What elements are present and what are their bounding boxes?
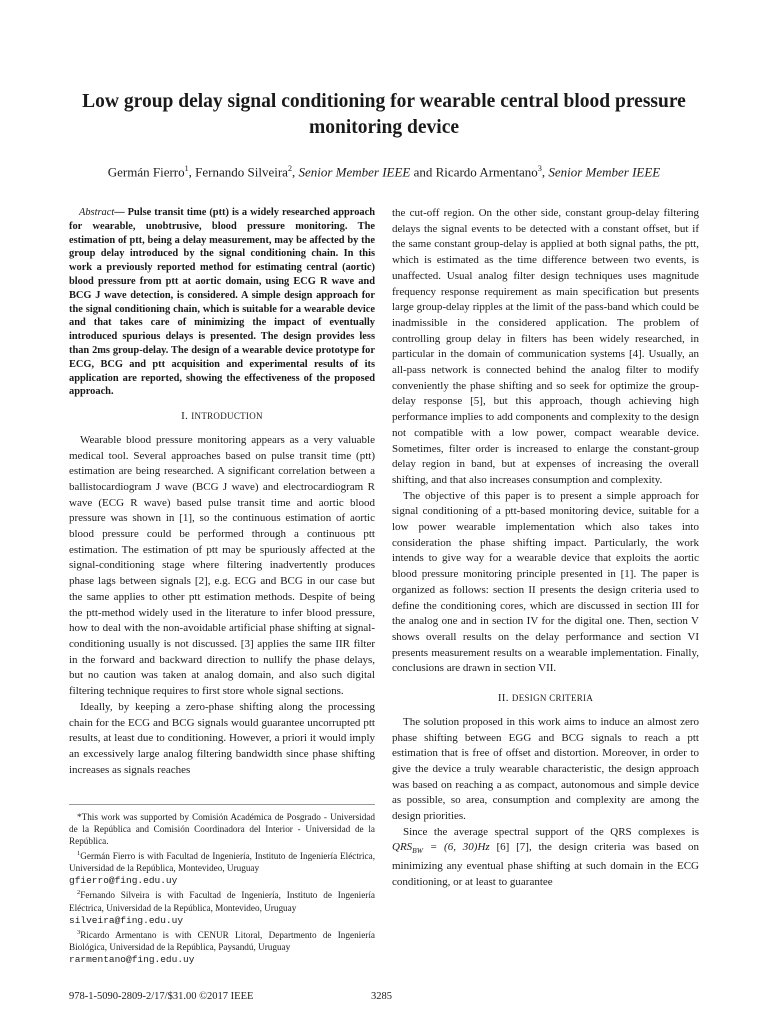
footnote-3-email[interactable]: rarmentano@fing.edu.uy xyxy=(69,954,195,966)
abstract xyxy=(69,206,375,399)
abstract-text: — Pulse transit time (ptt) is a widely researched approach for wearable, unobtrusive, blood pressure monitoring. The estimation of ptt, being a delay measurement, may be affected by the group delay introduced by the signal conditioning chain. In this work a previously reported method for estimating central (aortic) blood pressure from ptt at aortic domain, using ECG R wave and BCG J wave detection, is considered. A simple design approach for the signal conditioning chain, which is suitable for a wearable device and that takes care of minimizing the impact of eventually introduced spurious delays is presented. The design provides less than 2ms group-delay. The design of a wearable device prototype for ECG, BCG and ptt acquisition and experimental results of its application are reported, showing the effectiveness of the proposed approach. xyxy=(69,207,375,398)
footnote-2-email[interactable]: silveira@fing.edu.uy xyxy=(69,914,184,926)
formula-range: = (6, 30)Hz xyxy=(423,841,490,854)
author-3: Ricardo Armentano xyxy=(435,164,538,180)
isbn-copyright: 978-1-5090-2809-2/17/$31.00 ©2017 IEEE xyxy=(69,991,254,1002)
intro-paragraph-2: Ideally, by keeping a zero-phase shifting along the processing chain for the ECG and BCG signals would guarantee uncorrupted ptt results, at least due to conditioning. However, a priori it would imply an excessively large analog filtering bandwidth since phase shifting increases as signals reaches xyxy=(69,700,375,776)
footnote-author-3 xyxy=(69,927,375,967)
footnote-1-email[interactable]: gfierro@fing.edu.uy xyxy=(69,875,178,887)
intro-paragraph-1: Wearable blood pressure monitoring appears as a very valuable medical tool. Several approaches based on pulse transit time (ptt) estimation are being researched. A significant correlation between a ballistocardiogram J wave (BCG J wave) and electrocardiogram R wave (ECG R wave) based pulse transit time and aortic blood pressure was shown in [1], so the continuous estimation of aortic blood pressure could be performed through a continuous ptt estimation. The estimation of ptt may be spuriously affected at the signal-conditioning stage where filtering inadvertently produces phase lags between signals [2], e.g. ECG and BCG in our case but the same applies to other ptt estimation methods. Despite of being the ptt-method widely used in the literature to infer blood pressure, how to deal with the non-avoidable artificial phase shifting at signal-conditioning usually is not discussed. [3] applies the same IIR filter in the forward and backward direction to nullify the phase delays, but no caution was taken at analog domain, and also such digital filtering technique requires to first store whole signal sections. xyxy=(69,433,375,698)
design-paragraph-2 xyxy=(392,825,699,891)
footnote-3-marker: 3 xyxy=(77,928,81,936)
design-p2-end: [6] [7], the design criteria was based on minimizing any eventual phase shifting at such domain in the ECG conditioning, or at least to guarantee xyxy=(392,841,699,889)
footnote-2-marker: 2 xyxy=(77,889,81,897)
author-3-affil: 3 xyxy=(537,164,542,173)
section-2-title: DESIGN CRITERIA xyxy=(511,693,594,704)
section-1-title: INTRODUCTION xyxy=(191,411,263,422)
footnote-2-text: Fernando Silveira is with Facultad de Ingeniería, Instituto de Ingeniería Eléctrica, Universidad de la República, Montevideo, Uruguay xyxy=(69,890,375,913)
abstract-label: Abstract xyxy=(79,207,115,218)
author-2-affil: 2 xyxy=(287,164,292,173)
footnote-author-2 xyxy=(69,887,375,927)
author-conjunction: and xyxy=(413,164,433,180)
section-2-numeral: II. xyxy=(497,692,509,705)
footnote-3-text: Ricardo Armentano is with CENUR Litoral, Departmento de Ingeniería Biológica, Universidad de la República, Paysandú, Uruguay xyxy=(69,930,375,953)
right-paragraph-2: The objective of this paper is to present a simple approach for signal conditioning of a ptt-based monitoring device, suitable for a low power wearable implementation which also takes into consideration the phase shifting impact. Particularly, the work intends to give way for a wearable device that exploits the aortic blood pressure monitoring principle presented in [1]. The paper is organized as follows: section II presents the design criteria used to define the conditioning cores, which are discussed in section III for the analog one and in section IV for the digital one. Then, section V shows overall results on the delay performance and section VI presents measurement results on a wearable implementation. Finally, conclusions are drawn in section VII. xyxy=(392,489,699,675)
footnote-1-text: Germán Fierro is with Facultad de Ingeniería, Instituto de Ingeniería Eléctrica, Universidad de la República, Montevideo, Uruguay xyxy=(69,850,375,873)
qrs-bandwidth-formula xyxy=(392,841,490,856)
formula-bw: BW xyxy=(412,846,424,856)
footnotes xyxy=(69,804,375,967)
footnote-author-1 xyxy=(69,848,375,888)
author-3-role: Senior Member IEEE xyxy=(548,164,661,180)
paper-title: Low group delay signal conditioning for wearable central blood pressure monitoring device xyxy=(82,91,686,138)
design-p2-start: Since the average spectral support of the QRS complexes is xyxy=(403,825,699,838)
formula-qrs: QRS xyxy=(392,841,413,854)
author-1: Germán Fierro xyxy=(107,164,185,180)
right-paragraph-1: the cut-off region. On the other side, constant group-delay filtering delays the signal events to be detected with a constant offset, but if the same constant group-delay is applied at both signal paths, the ptt, which is estimated as the time difference between two events, is unaffected. Usual analog filter design techniques uses magnitude frequency response requirement as main specification but presents large group-delay ripples at the limit of the pass-band which could be inadmissible in the considered application. The problem of controlling group delay in filters has been widely researched, in particular in the domain of communication systems [4]. Usually, an all-pass network is connected behind the analog filter to modify conveniently the phase shifting and so seek for optimize the group-delay response [5], but this approach, though achieving high performance implies to add components and complexity to the design not compatible with a low power, compact wearable device. Sometimes, filter order is increased to enlarge the constant-group delay region in band, but at expenses of increasing the overall shifting, and that also increases consumption and complexity. xyxy=(392,207,699,486)
section-1-numeral: I. xyxy=(181,410,189,423)
footnote-funding: *This work was supported by Comisión Académica de Posgrado - Universidad de la República and Comisión Coordinadora del Interior - Universidad de la República. xyxy=(69,812,375,847)
left-column xyxy=(69,206,375,778)
author-2: Fernando Silveira xyxy=(195,164,288,180)
author-line: Germán Fierro$^1$, Fernando Silveira$^2$, Senior Member IEEE and Ricardo Armentano$^3$, Senior Member IEEE xyxy=(107,164,661,180)
section-heading-design-criteria xyxy=(392,691,699,707)
page-number: 3285 xyxy=(371,991,392,1002)
author-1-affil: 1 xyxy=(184,164,189,173)
author-2-role: Senior Member IEEE xyxy=(298,164,411,180)
right-column xyxy=(392,206,699,891)
design-paragraph-1: The solution proposed in this work aims to induce an almost zero phase shifting between EGG and BCG signals to reach a ptt estimation that is free of offset and distortion. Moreover, in order to give the device a truly wearable characteristic, the design approach was based on reaching a as compact, autonomous and simple device as possible, so area, consumption and complexity are among the design priorities. xyxy=(392,715,699,823)
footnote-1-marker: 1 xyxy=(77,849,81,857)
section-heading-introduction xyxy=(69,409,375,425)
